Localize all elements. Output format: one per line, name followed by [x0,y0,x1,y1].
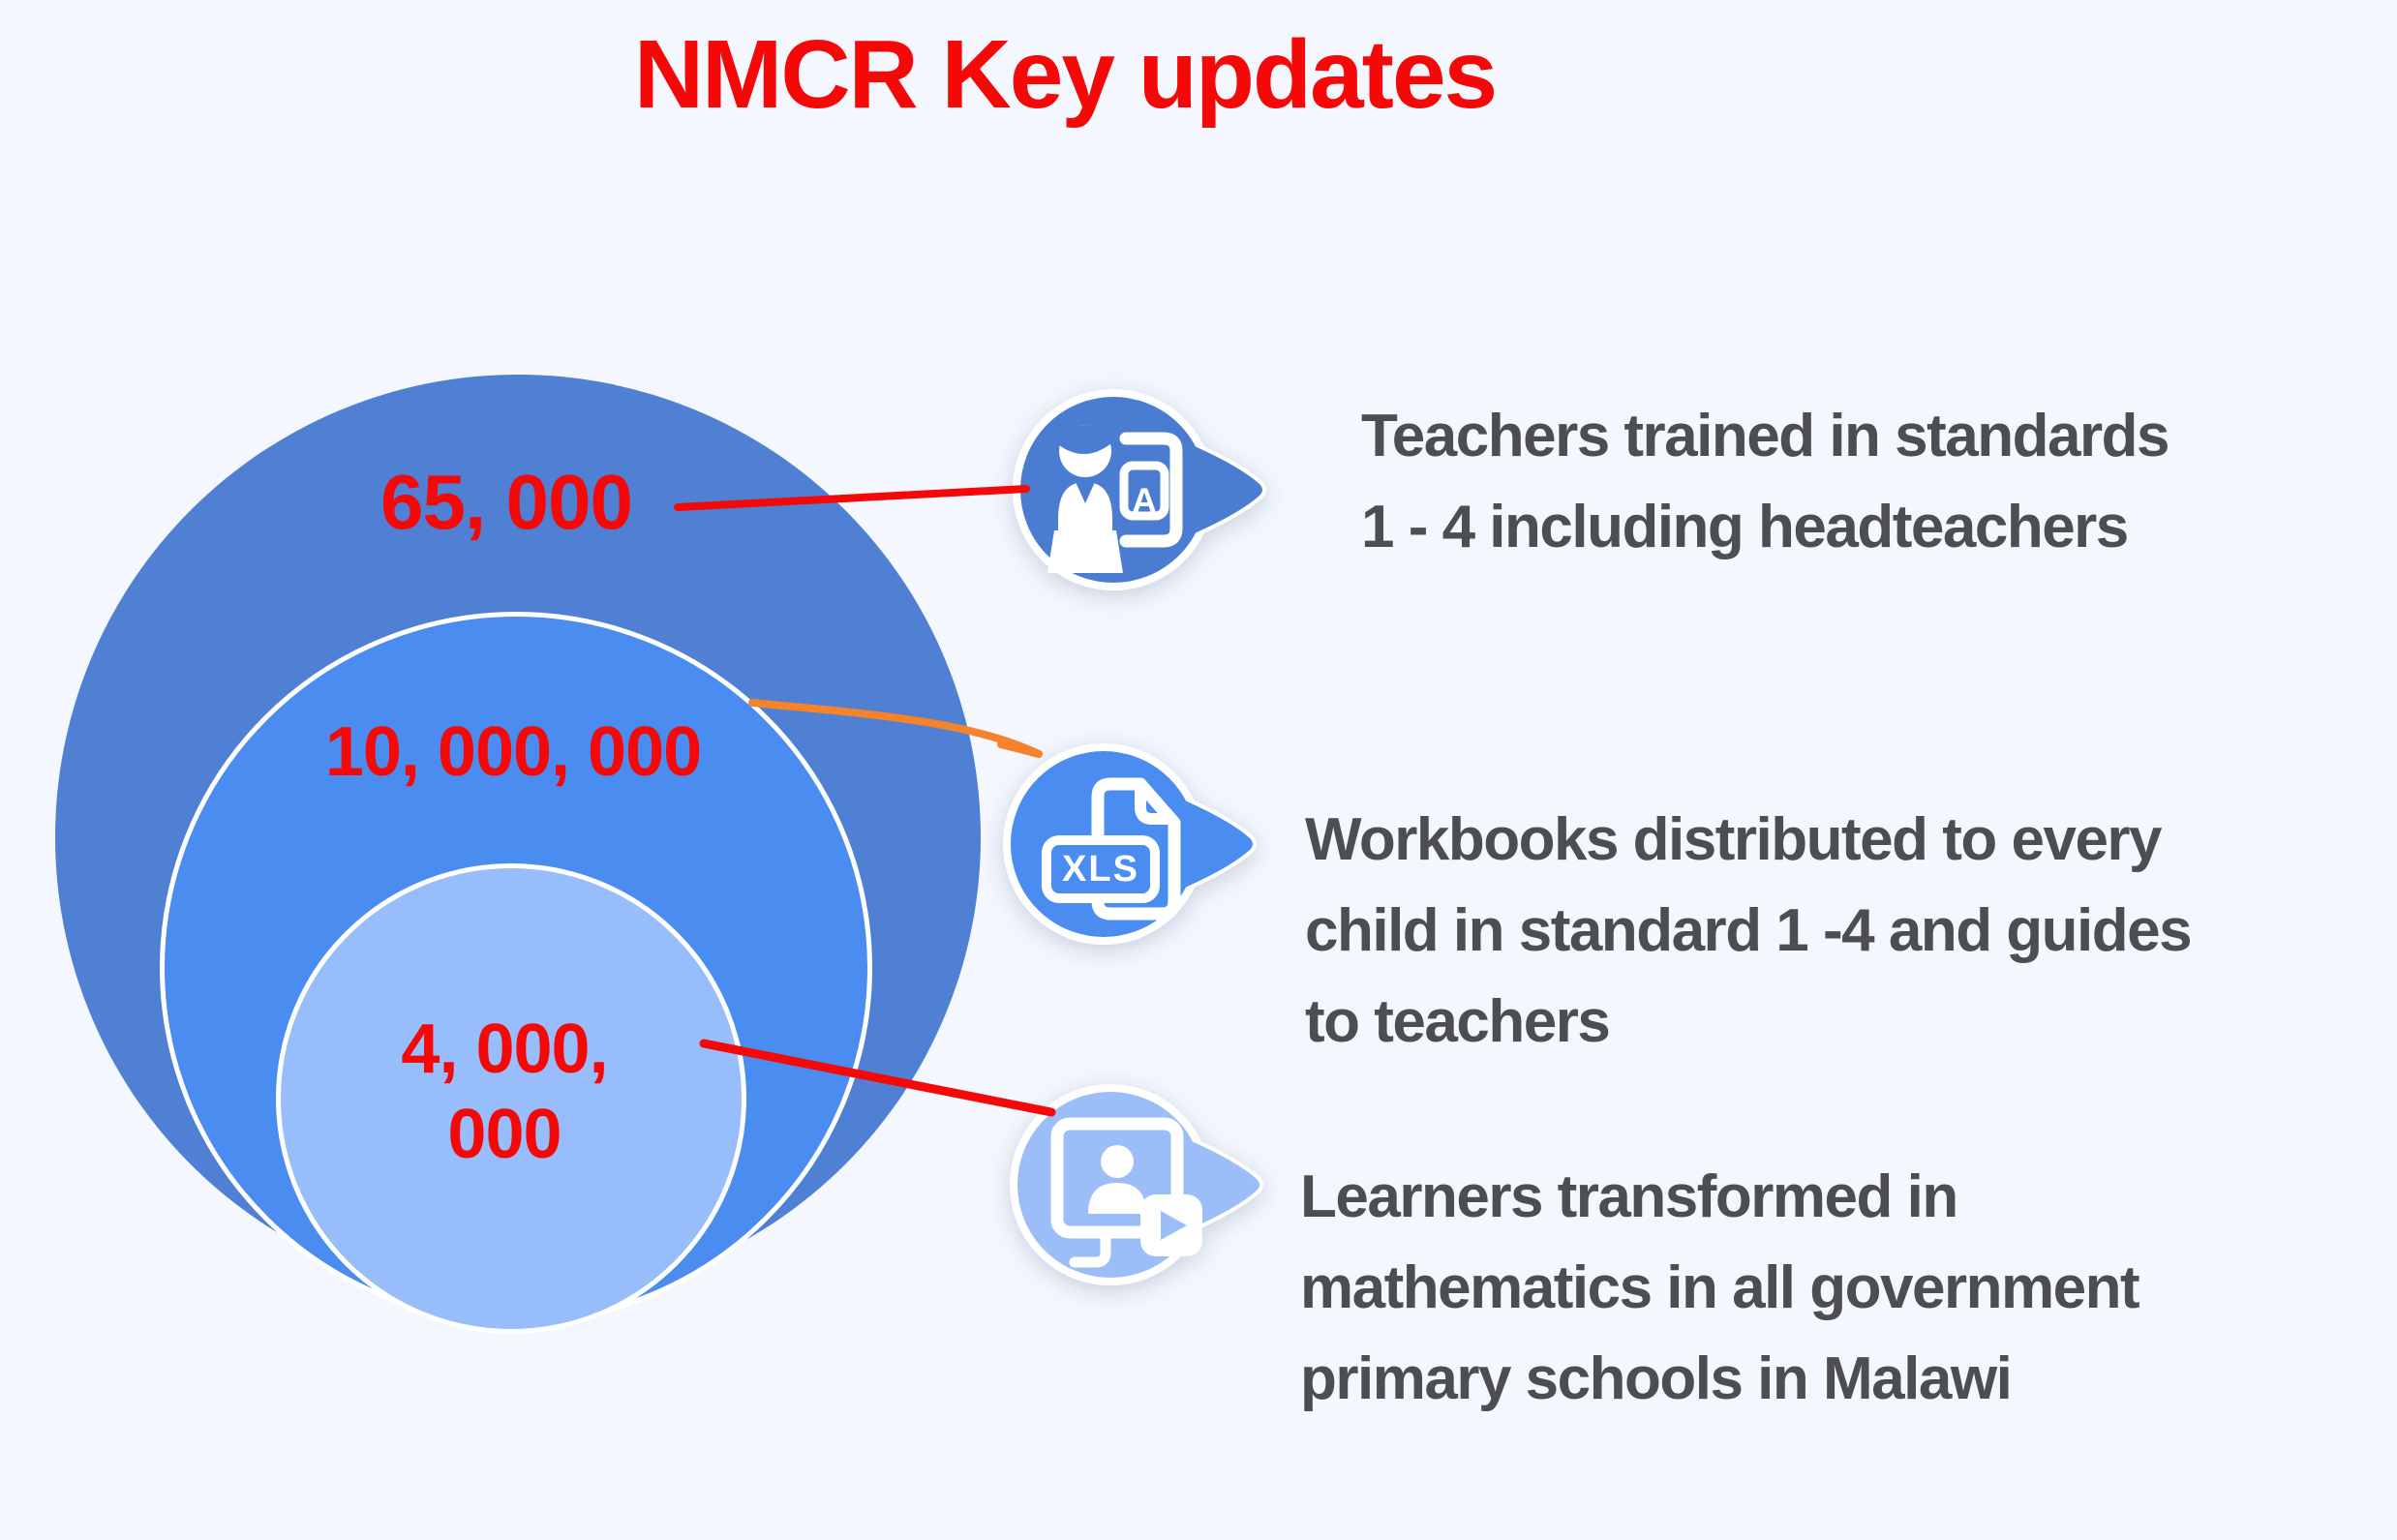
caption-workbooks-line3: to teachers [1305,988,1610,1055]
caption-learners [1300,1152,2384,1425]
value-label-workbooks: 10, 000, 000 [324,713,702,791]
caption-teachers-line2: 1 - 4 including headteachers [1361,494,2128,560]
learner-video-icon [1009,1078,1270,1291]
teacher-training-icon [1012,383,1273,596]
caption-workbooks [1305,795,2389,1068]
board-letter: A [1132,480,1157,521]
value-label-learners [311,1007,698,1177]
caption-teachers-line1: Teachers trained in standards [1361,403,2169,469]
caption-workbooks-line1: Workbooks distributed to every [1305,806,2162,873]
xls-badge-text: XLS [1062,849,1139,891]
caption-learners-line2: mathematics in all government [1300,1254,2139,1321]
value-label-teachers: 65, 000 [380,459,632,545]
caption-workbooks-line2: child in standard 1 -4 and guides [1305,897,2192,964]
page-title: NMCR Key updates [633,20,1497,129]
caption-teachers [1361,391,2387,573]
value-label-learners-line2: 000 [447,1096,561,1173]
caption-learners-line3: primary schools in Malawi [1300,1345,2012,1412]
value-label-learners-line1: 4, 000, [401,1011,608,1088]
caption-learners-line1: Learners transformed in [1300,1163,1957,1230]
xls-workbook-icon [1002,738,1263,951]
